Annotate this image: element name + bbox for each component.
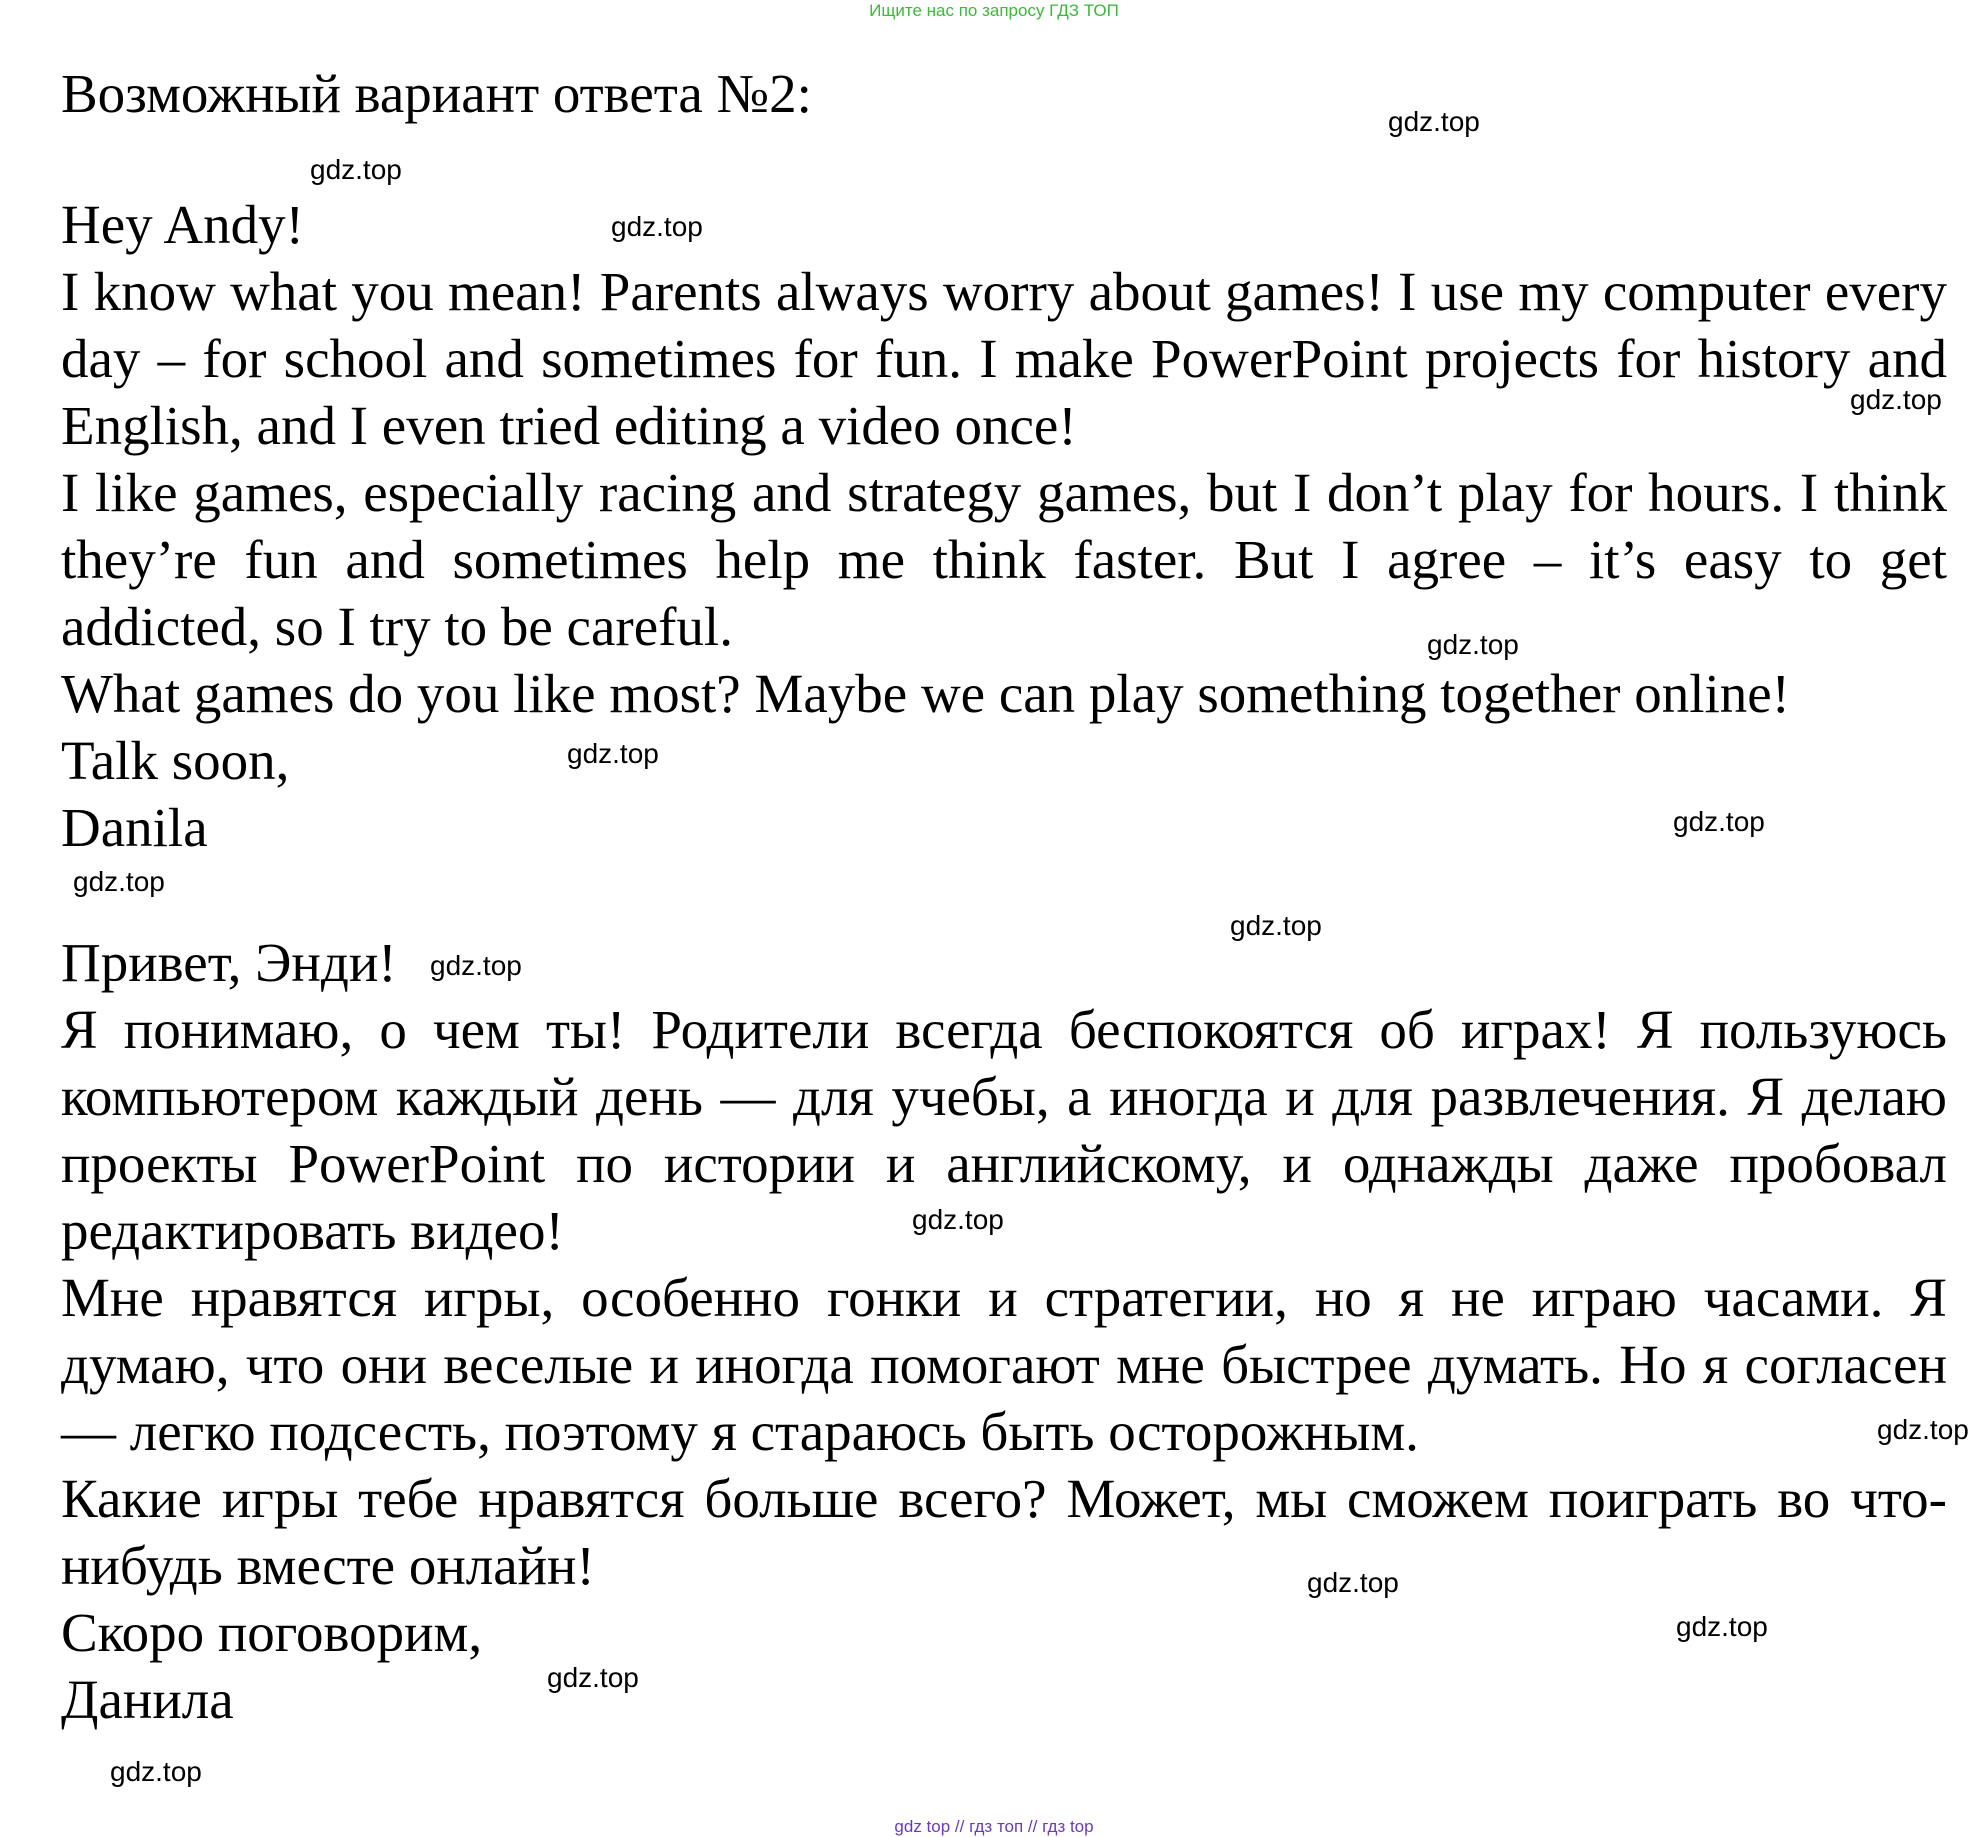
russian-paragraph-1: Я понимаю, о чем ты! Родители всегда беспокоятся об играх! Я пользуюсь компьютером каждый день — для учебы, а иногда и для развлечения. Я делаю проекты PowerPoint по истории и английскому, и однажды даже пробовал редактировать видео! — [61, 999, 1947, 1261]
russian-greeting: Привет, Энди! — [61, 932, 397, 993]
watermark: gdz.top — [310, 154, 402, 185]
watermark: gdz.top — [611, 211, 703, 242]
russian-closing: Скоро поговорим, — [61, 1602, 483, 1663]
watermark: gdz.top — [1676, 1611, 1768, 1642]
watermark: gdz.top — [73, 866, 165, 897]
watermark: gdz.top — [430, 950, 522, 981]
watermark: gdz.top — [1673, 806, 1765, 837]
russian-paragraph-3: Какие игры тебе нравятся больше всего? Может, мы сможем поиграть во что-нибудь вместе онлайн! — [61, 1468, 1947, 1596]
page-title: Возможный вариант ответа №2: — [61, 63, 812, 124]
top-banner: Ищите нас по запросу ГДЗ ТОП — [869, 1, 1119, 20]
watermark: gdz.top — [1230, 910, 1322, 941]
watermark: gdz.top — [1307, 1567, 1399, 1598]
watermark: gdz.top — [1427, 629, 1519, 660]
watermark: gdz.top — [912, 1204, 1004, 1235]
english-signature: Danila — [61, 797, 208, 858]
footer-links: gdz top // гдз топ // гдз top — [894, 1817, 1094, 1836]
watermark: gdz.top — [547, 1662, 639, 1693]
watermark: gdz.top — [110, 1756, 202, 1787]
russian-paragraph-2: Мне нравятся игры, особенно гонки и стратегии, но я не играю часами. Я думаю, что они веселые и иногда помогают мне быстрее думать. Но я согласен — легко подсесть, поэтому я стараюсь быть осторожным. — [61, 1267, 1947, 1462]
watermark: gdz.top — [1850, 384, 1942, 415]
english-paragraph-3: What games do you like most? Maybe we can play something together online! — [61, 663, 1790, 724]
english-closing: Talk soon, — [61, 730, 290, 791]
watermark: gdz.top — [1877, 1414, 1969, 1445]
watermark: gdz.top — [1388, 106, 1480, 137]
russian-signature: Данила — [61, 1669, 234, 1730]
watermark: gdz.top — [567, 738, 659, 769]
english-greeting: Hey Andy! — [61, 194, 304, 255]
english-paragraph-2: I like games, especially racing and strategy games, but I don’t play for hours. I think they’re fun and sometimes help me think faster. But I agree – it’s easy to get addicted, so I try to be careful. — [61, 462, 1947, 657]
english-paragraph-1: I know what you mean! Parents always worry about games! I use my computer every day – for school and sometimes for fun. I make PowerPoint projects for history and English, and I even tried editing a video once! — [61, 261, 1947, 456]
